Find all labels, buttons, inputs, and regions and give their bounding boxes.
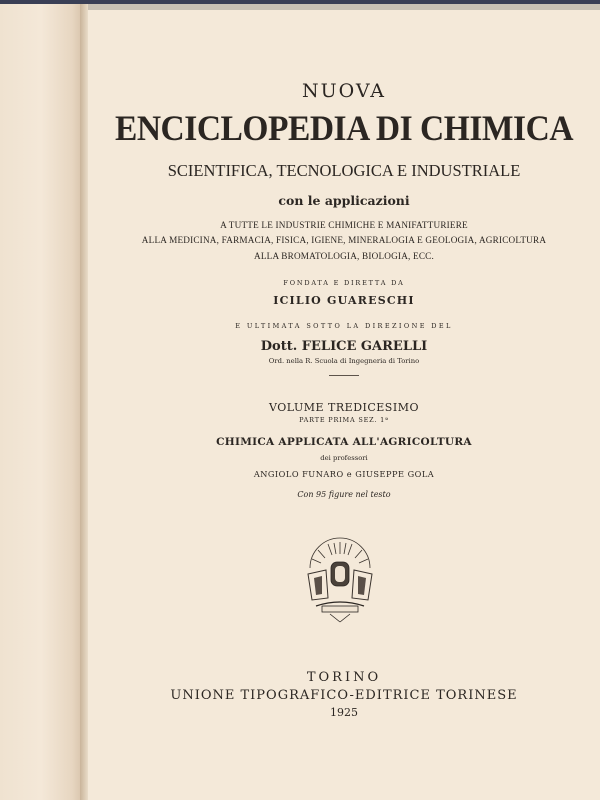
part-section: PARTE PRIMA SEZ. 1ª: [299, 416, 389, 424]
main-title: ENCICLOPEDIA DI CHIMICA: [114, 108, 574, 148]
title-page: [88, 10, 600, 800]
volume-number: VOLUME TREDICESIMO: [269, 401, 419, 414]
publisher: UNIONE TIPOGRAFICO-EDITRICE TORINESE: [170, 688, 518, 703]
founder-name: ICILIO GUARESCHI: [273, 294, 415, 307]
director-name: Dott. FELICE GARELLI: [260, 339, 428, 354]
director-role: Ord. nella R. Scuola di Ingegneria di Torino: [268, 357, 420, 365]
gutter-shadow: [80, 4, 88, 800]
city: TORINO: [306, 670, 382, 685]
founded-by-label: FONDATA E DIRETTA DA: [283, 279, 405, 287]
figures-note: Con 95 figure nel testo: [297, 490, 391, 499]
publisher-emblem-icon: [300, 534, 380, 624]
binding-margin: [0, 4, 82, 800]
completed-by-label: E ULTIMATA SOTTO LA DIREZIONE DEL: [235, 322, 453, 330]
book-page: [0, 4, 600, 800]
subtitle: SCIENTIFICA, TECNOLOGICA E INDUSTRIALE: [167, 161, 521, 180]
volume-title: CHIMICA APPLICATA ALL'AGRICOLTURA: [216, 436, 472, 448]
applications-heading: con le applicazioni: [278, 193, 410, 208]
scope-line-1: A TUTTE LE INDUSTRIE CHIMICHE E MANIFATTURIERE: [220, 220, 468, 230]
series-word: NUOVA: [301, 80, 387, 102]
publication-year: 1925: [330, 706, 358, 719]
scope-line-2: ALLA MEDICINA, FARMACIA, FISICA, IGIENE, MINERALOGIA E GEOLOGIA, AGRICOLTURA: [141, 235, 547, 245]
authors: ANGIOLO FUNARO e GIUSEPPE GOLA: [253, 469, 435, 479]
divider-rule: [329, 375, 359, 376]
by-label: dei professori: [320, 454, 368, 462]
scope-line-3: ALLA BROMATOLOGIA, BIOLOGIA, ECC.: [254, 251, 434, 261]
